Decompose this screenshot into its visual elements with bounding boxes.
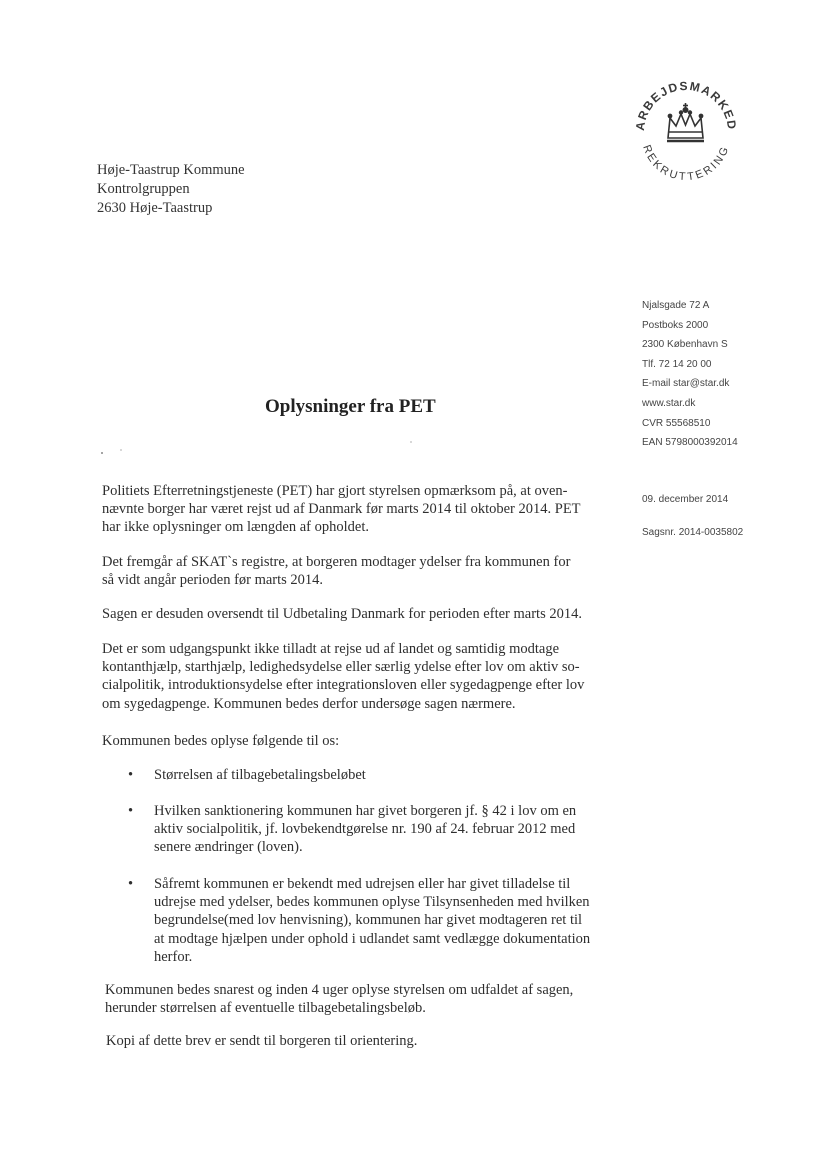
paragraph-rules	[102, 640, 612, 713]
body-line: kontanthjælp, starthjælp, ledighedsydelse eller særlig ydelse efter lov om aktiv so-	[102, 659, 580, 676]
body-line: herunder størrelsen af eventuelle tilbagebetalingsbeløb.	[105, 1000, 426, 1017]
body-line: cialpolitik, introduktionsydelse efter integrationsloven eller sygedagpenge efter lov	[102, 677, 585, 694]
body-line: Kommunen bedes snarest og inden 4 uger oplyse styrelsen om udfaldet af sagen,	[105, 982, 574, 998]
sender-info	[642, 296, 738, 453]
crown-icon	[667, 103, 704, 141]
paragraph-pet-notice	[102, 482, 612, 537]
bullet-line: Hvilken sanktionering kommunen har givet borgeren jf. § 42 i lov om en	[154, 803, 577, 819]
body-line: Politiets Efterretningstjeneste (PET) har gjort styrelsen opmærksom på, at oven-	[102, 483, 568, 499]
bullet-line: Størrelsen af tilbagebetalingsbeløbet	[154, 767, 366, 783]
bullet-dot: •	[128, 767, 134, 783]
bullet-line: herfor.	[154, 948, 193, 965]
sender-city: 2300 København S	[642, 339, 728, 351]
body-line: Kommunen bedes oplyse følgende til os:	[102, 733, 340, 749]
scan-speck	[101, 452, 103, 454]
sender-website: www.star.dk	[642, 397, 696, 409]
logo-arc-bottom-text: REKRUTTERING	[640, 143, 732, 184]
star-logo-svg	[628, 70, 743, 185]
paragraph-udbetaling	[102, 605, 612, 623]
case-number: Sagsnr. 2014-0035802	[642, 527, 744, 538]
bullet-text	[154, 802, 620, 857]
bullet-line: Såfremt kommunen er bekendt med udrejsen eller har givet tilladelse til	[154, 876, 571, 892]
paragraph-copy-notice	[106, 1032, 616, 1050]
body-line: har ikke oplysninger om længden af opholdet.	[102, 519, 369, 536]
bullet-text	[154, 766, 620, 784]
paragraph-request-intro	[102, 732, 612, 750]
letter-title: Oplysninger fra PET	[265, 396, 436, 417]
recipient-department: Kontrolgruppen	[97, 181, 190, 197]
scan-speck	[120, 449, 122, 451]
bullet-line: senere ændringer (loven).	[154, 839, 303, 856]
bullet-line: begrundelse(med lov henvisning), kommunen har givet modtageren ret til	[154, 912, 583, 929]
body-line: om sygedagpenge. Kommunen bedes derfor undersøge sagen nærmere.	[102, 695, 516, 712]
sender-cvr: CVR 55568510	[642, 417, 711, 429]
body-line: så vidt angår perioden før marts 2014.	[102, 572, 324, 589]
recipient-address	[97, 161, 245, 218]
sender-phone: Tlf. 72 14 20 00	[642, 358, 712, 370]
sender-email: E-mail star@star.dk	[642, 378, 730, 390]
body-line: nævnte borger har været rejst ud af Danmark før marts 2014 til oktober 2014. PET	[102, 501, 581, 518]
bullet-line: aktiv socialpolitik, jf. lovbekendtgørelse nr. 190 af 24. februar 2012 med	[154, 821, 576, 838]
star-logo-stamp	[628, 70, 743, 185]
sender-pobox: Postboks 2000	[642, 319, 709, 331]
sender-street: Njalsgade 72 A	[642, 300, 710, 311]
logo-arc-top-text: ARBEJDSMARKED	[632, 78, 740, 132]
body-line: Kopi af dette brev er sendt til borgeren til orientering.	[106, 1033, 418, 1049]
paragraph-deadline	[105, 981, 615, 1017]
body-line: Det fremgår af SKAT`s registre, at borgeren modtager ydelser fra kommunen for	[102, 554, 571, 570]
paragraph-skat-registry	[102, 553, 612, 589]
recipient-name: Høje-Taastrup Kommune	[97, 162, 245, 178]
bullet-text	[154, 875, 620, 966]
body-line: Det er som udgangspunkt ikke tilladt at rejse ud af landet og samtidig modtage	[102, 641, 560, 657]
scan-speck	[410, 441, 412, 443]
recipient-city: 2630 Høje-Taastrup	[97, 200, 213, 216]
letter-date: 09. december 2014	[642, 494, 729, 505]
bullet-dot: •	[128, 876, 134, 892]
sender-ean: EAN 5798000392014	[642, 437, 738, 449]
bullet-dot: •	[128, 803, 134, 819]
bullet-line: at modtage hjælpen under ophold i udlandet samt vedlægge dokumentation	[154, 930, 591, 947]
body-line: Sagen er desuden oversendt til Udbetaling Danmark for perioden efter marts 2014.	[102, 606, 582, 622]
bullet-line: udrejse med ydelser, bedes kommunen oplyse Tilsynsenheden med hvilken	[154, 894, 590, 911]
